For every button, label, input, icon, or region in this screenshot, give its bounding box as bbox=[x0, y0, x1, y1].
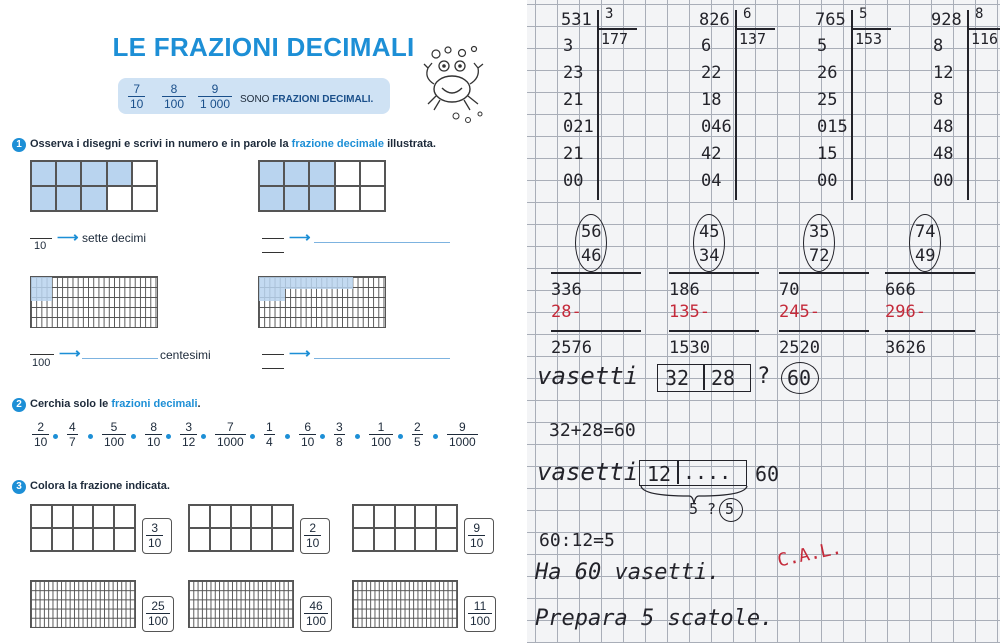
hundredths-grid[interactable] bbox=[30, 580, 136, 628]
division-step: 15 bbox=[817, 144, 838, 164]
proof-partial: 186 bbox=[669, 280, 700, 300]
proof-factor: 45 bbox=[699, 222, 720, 242]
numerator: 3 bbox=[185, 420, 193, 434]
proof-partial: 336 bbox=[551, 280, 582, 300]
division-step: 23 bbox=[563, 63, 584, 83]
hundredths-grid bbox=[258, 276, 386, 328]
numerator: 3 bbox=[151, 521, 159, 535]
dividend: 928 bbox=[931, 10, 962, 30]
division-step: 021 bbox=[563, 117, 594, 137]
proof-factor: 74 bbox=[915, 222, 936, 242]
denominator: 10 bbox=[301, 435, 315, 449]
target-fraction bbox=[146, 521, 163, 550]
exercise-3-instruction: Colora la frazione indicata. bbox=[30, 480, 170, 492]
quotient: 116 bbox=[971, 30, 999, 48]
fraction-choice[interactable] bbox=[412, 420, 423, 449]
separator-dot bbox=[320, 434, 325, 439]
numerator: 9 bbox=[211, 82, 219, 96]
arrow-icon: ⟶ bbox=[57, 229, 79, 246]
proof-partial: 28- bbox=[551, 302, 582, 322]
example-words: centesimi bbox=[160, 348, 211, 362]
denominator: 100 bbox=[470, 614, 491, 628]
separator-dot bbox=[250, 434, 255, 439]
division-bar bbox=[851, 28, 891, 30]
arrow-icon: ⟶ bbox=[289, 229, 311, 246]
quotient: 177 bbox=[601, 30, 629, 48]
proof-rule bbox=[669, 272, 759, 274]
banner-prefix: SONO bbox=[240, 94, 270, 105]
numerator: 1 bbox=[266, 420, 273, 434]
instruction-text: illustrata. bbox=[387, 138, 436, 150]
division-step: 00 bbox=[563, 171, 584, 191]
denominator-10: 10 bbox=[34, 240, 47, 252]
numerator: 4 bbox=[69, 420, 76, 434]
division-bar bbox=[735, 28, 775, 30]
teacher-initials: C.A.L. bbox=[775, 537, 844, 572]
fraction-choice[interactable] bbox=[67, 420, 78, 449]
instruction-highlight: frazione decimale bbox=[291, 138, 384, 150]
numerator: 25 bbox=[151, 599, 165, 613]
proof-factor: 49 bbox=[915, 246, 936, 266]
proof-rule bbox=[779, 330, 869, 332]
bar-total: 60 bbox=[755, 462, 780, 486]
denominator: 10 bbox=[130, 97, 144, 111]
denominator-100: 100 bbox=[32, 357, 51, 369]
proof-partial: 245- bbox=[779, 302, 820, 322]
banner-fraction bbox=[128, 82, 145, 111]
exercise-number: 1 bbox=[12, 138, 26, 152]
numerator: 2 bbox=[414, 420, 421, 434]
fraction-choice[interactable] bbox=[145, 420, 162, 449]
denominator: 7 bbox=[69, 435, 76, 449]
numerator-blank[interactable] bbox=[262, 238, 284, 239]
banner-fraction bbox=[162, 82, 186, 111]
separator-dot bbox=[433, 434, 438, 439]
bar-value: 12 bbox=[647, 462, 672, 486]
denominator: 100 bbox=[306, 614, 327, 628]
numerator: 5 bbox=[110, 420, 118, 434]
target-fraction bbox=[304, 521, 321, 550]
quotient: 153 bbox=[855, 30, 883, 48]
numerator: 7 bbox=[133, 82, 141, 96]
division-step: 3 bbox=[563, 36, 574, 56]
denominator: 1 000 bbox=[200, 97, 231, 111]
numerator-blank[interactable] bbox=[30, 238, 52, 239]
separator-dot bbox=[285, 434, 290, 439]
bar-value: 28 bbox=[711, 366, 736, 390]
numerator: 9 bbox=[459, 420, 466, 434]
division-bar bbox=[851, 10, 853, 200]
quotient-note: 5 ? bbox=[689, 500, 717, 518]
tenths-grid bbox=[30, 160, 158, 212]
example-words: sette decimi bbox=[82, 231, 147, 245]
division-step: 48 bbox=[933, 144, 954, 164]
instruction-highlight: frazioni decimali bbox=[111, 398, 198, 410]
denominator: 100 bbox=[104, 435, 125, 449]
exercise-2-instruction bbox=[30, 398, 201, 410]
instruction-text: . bbox=[197, 398, 201, 410]
divisor: 5 bbox=[859, 6, 868, 22]
numerator: 2 bbox=[309, 521, 317, 535]
proof-result: 2576 bbox=[551, 338, 592, 358]
vasetti-label: vasetti bbox=[537, 458, 639, 486]
numerator: 6 bbox=[304, 420, 312, 434]
banner-fraction bbox=[198, 82, 232, 111]
division-step: 00 bbox=[933, 171, 954, 191]
numerator: 11 bbox=[473, 599, 487, 613]
target-fraction bbox=[468, 521, 485, 550]
division-bar bbox=[735, 10, 737, 200]
proof-rule bbox=[669, 330, 759, 332]
banner-text bbox=[240, 94, 373, 105]
target-fraction bbox=[468, 599, 492, 628]
numerator: 8 bbox=[150, 420, 158, 434]
bar-dots: .... bbox=[683, 460, 732, 484]
proof-result: 1530 bbox=[669, 338, 710, 358]
vasetti-label: vasetti bbox=[537, 362, 639, 390]
division-step: 046 bbox=[701, 117, 732, 137]
division-step: 48 bbox=[933, 117, 954, 137]
proof-factor: 34 bbox=[699, 246, 720, 266]
denominator: 100 bbox=[164, 97, 185, 111]
arrow-icon: ⟶ bbox=[59, 345, 81, 362]
division-step: 8 bbox=[933, 90, 944, 110]
banner-highlight: FRAZIONI DECIMALI. bbox=[272, 94, 374, 105]
division-step: 6 bbox=[701, 36, 712, 56]
numerator: 8 bbox=[170, 82, 178, 96]
division-bar bbox=[967, 28, 1000, 30]
fraction-choice[interactable] bbox=[334, 420, 345, 449]
divisor: 3 bbox=[605, 6, 614, 22]
arrow-icon: ⟶ bbox=[289, 345, 311, 362]
fraction-choice[interactable] bbox=[215, 420, 246, 449]
divisor: 6 bbox=[743, 6, 752, 22]
division-bar bbox=[597, 10, 599, 200]
answer-line-2: Prepara 5 scatole. bbox=[535, 606, 774, 631]
proof-factor: 56 bbox=[581, 222, 602, 242]
instruction-text: Cerchia solo le bbox=[30, 398, 109, 410]
dividend: 765 bbox=[815, 10, 846, 30]
denominator: 10 bbox=[470, 536, 484, 550]
division-step: 015 bbox=[817, 117, 848, 137]
exercise-number: 2 bbox=[12, 398, 26, 412]
quotient: 137 bbox=[739, 30, 767, 48]
division-step: 21 bbox=[563, 144, 584, 164]
proof-result: 2520 bbox=[779, 338, 820, 358]
denominator: 1000 bbox=[217, 435, 244, 449]
division-step: 12 bbox=[933, 63, 954, 83]
dividend: 531 bbox=[561, 10, 592, 30]
words-answer-line[interactable] bbox=[82, 358, 158, 359]
proof-result: 3626 bbox=[885, 338, 926, 358]
words-answer-line[interactable] bbox=[314, 358, 450, 359]
denominator-blank[interactable] bbox=[262, 252, 284, 253]
hundredths-grid bbox=[30, 276, 158, 328]
denominator: 4 bbox=[266, 435, 273, 449]
division-step: 21 bbox=[563, 90, 584, 110]
exercise-number: 3 bbox=[12, 480, 26, 494]
division-step: 25 bbox=[817, 90, 838, 110]
denominator: 5 bbox=[414, 435, 421, 449]
division-step: 26 bbox=[817, 63, 838, 83]
division-step: 22 bbox=[701, 63, 722, 83]
divisor: 8 bbox=[975, 6, 984, 22]
fraction-choice[interactable] bbox=[264, 420, 275, 449]
fraction-choice[interactable] bbox=[32, 420, 49, 449]
denominator: 10 bbox=[147, 435, 161, 449]
proof-rule bbox=[779, 272, 869, 274]
proof-partial: 135- bbox=[669, 302, 710, 322]
separator-dot bbox=[53, 434, 58, 439]
separator-dot bbox=[201, 434, 206, 439]
numerator: 9 bbox=[473, 521, 481, 535]
denominator: 10 bbox=[306, 536, 320, 550]
proof-factor: 46 bbox=[581, 246, 602, 266]
numerator: 46 bbox=[309, 599, 323, 613]
page-title: LE FRAZIONI DECIMALI bbox=[112, 32, 415, 62]
numerator: 2 bbox=[37, 420, 45, 434]
proof-partial: 296- bbox=[885, 302, 926, 322]
denominator: 12 bbox=[182, 435, 196, 449]
words-answer-line[interactable] bbox=[314, 242, 450, 243]
proof-partial: 666 bbox=[885, 280, 916, 300]
tenths-grid bbox=[258, 160, 386, 212]
target-fraction bbox=[146, 599, 170, 628]
proof-rule bbox=[551, 272, 641, 274]
proof-circle bbox=[575, 214, 607, 272]
proof-rule bbox=[551, 330, 641, 332]
separator-dot bbox=[166, 434, 171, 439]
denominator: 100 bbox=[371, 435, 392, 449]
numerator-blank[interactable] bbox=[30, 354, 54, 355]
circled-total: 60 bbox=[787, 366, 812, 390]
denominator: 8 bbox=[336, 435, 343, 449]
separator-dot bbox=[398, 434, 403, 439]
crab-illustration bbox=[422, 44, 492, 126]
proof-circle bbox=[803, 214, 835, 272]
numerator: 7 bbox=[227, 420, 234, 434]
division-bar bbox=[967, 10, 969, 200]
tenths-grid[interactable] bbox=[30, 504, 136, 552]
tenths-grid[interactable] bbox=[352, 504, 458, 552]
division-step: 00 bbox=[817, 171, 838, 191]
fraction-choice[interactable] bbox=[102, 420, 126, 449]
division-step: 5 bbox=[817, 36, 828, 56]
proof-circle bbox=[693, 214, 725, 272]
numerator: 1 bbox=[377, 420, 385, 434]
notebook-page bbox=[527, 0, 1000, 643]
answer-line-1: Ha 60 vasetti. bbox=[535, 560, 721, 585]
numerator-blank[interactable] bbox=[262, 354, 284, 355]
target-fraction bbox=[304, 599, 328, 628]
proof-factor: 72 bbox=[809, 246, 830, 266]
fraction-choice[interactable] bbox=[369, 420, 393, 449]
denominator-blank[interactable] bbox=[262, 368, 284, 369]
division-step: 8 bbox=[933, 36, 944, 56]
proof-circle bbox=[909, 214, 941, 272]
division-bar bbox=[597, 28, 637, 30]
circled-answer: 5 bbox=[725, 500, 735, 518]
tenths-grid[interactable] bbox=[188, 504, 294, 552]
sum-line: 32+28=60 bbox=[549, 420, 636, 441]
proof-rule bbox=[885, 330, 975, 332]
proof-rule bbox=[885, 272, 975, 274]
proof-factor: 35 bbox=[809, 222, 830, 242]
division-step: 42 bbox=[701, 144, 722, 164]
separator-dot bbox=[88, 434, 93, 439]
instruction-text: Osserva i disegni e scrivi in numero e in parole la bbox=[30, 138, 289, 150]
proof-partial: 70 bbox=[779, 280, 800, 300]
exercise-1-instruction bbox=[30, 138, 436, 150]
numerator: 3 bbox=[336, 420, 343, 434]
fraction-choice[interactable] bbox=[299, 420, 316, 449]
division-step: 04 bbox=[701, 171, 722, 191]
denominator: 100 bbox=[148, 614, 169, 628]
question-mark: ? bbox=[757, 364, 771, 389]
division-step: 18 bbox=[701, 90, 722, 110]
hundredths-grid[interactable] bbox=[352, 580, 458, 628]
division-line: 60:12=5 bbox=[539, 530, 615, 551]
denominator: 10 bbox=[34, 435, 48, 449]
separator-dot bbox=[131, 434, 136, 439]
fraction-choice[interactable] bbox=[447, 420, 478, 449]
denominator: 1000 bbox=[449, 435, 476, 449]
bar-value: 32 bbox=[665, 366, 690, 390]
hundredths-grid[interactable] bbox=[188, 580, 294, 628]
denominator: 10 bbox=[148, 536, 162, 550]
fraction-choice[interactable] bbox=[180, 420, 197, 449]
dividend: 826 bbox=[699, 10, 730, 30]
separator-dot bbox=[355, 434, 360, 439]
